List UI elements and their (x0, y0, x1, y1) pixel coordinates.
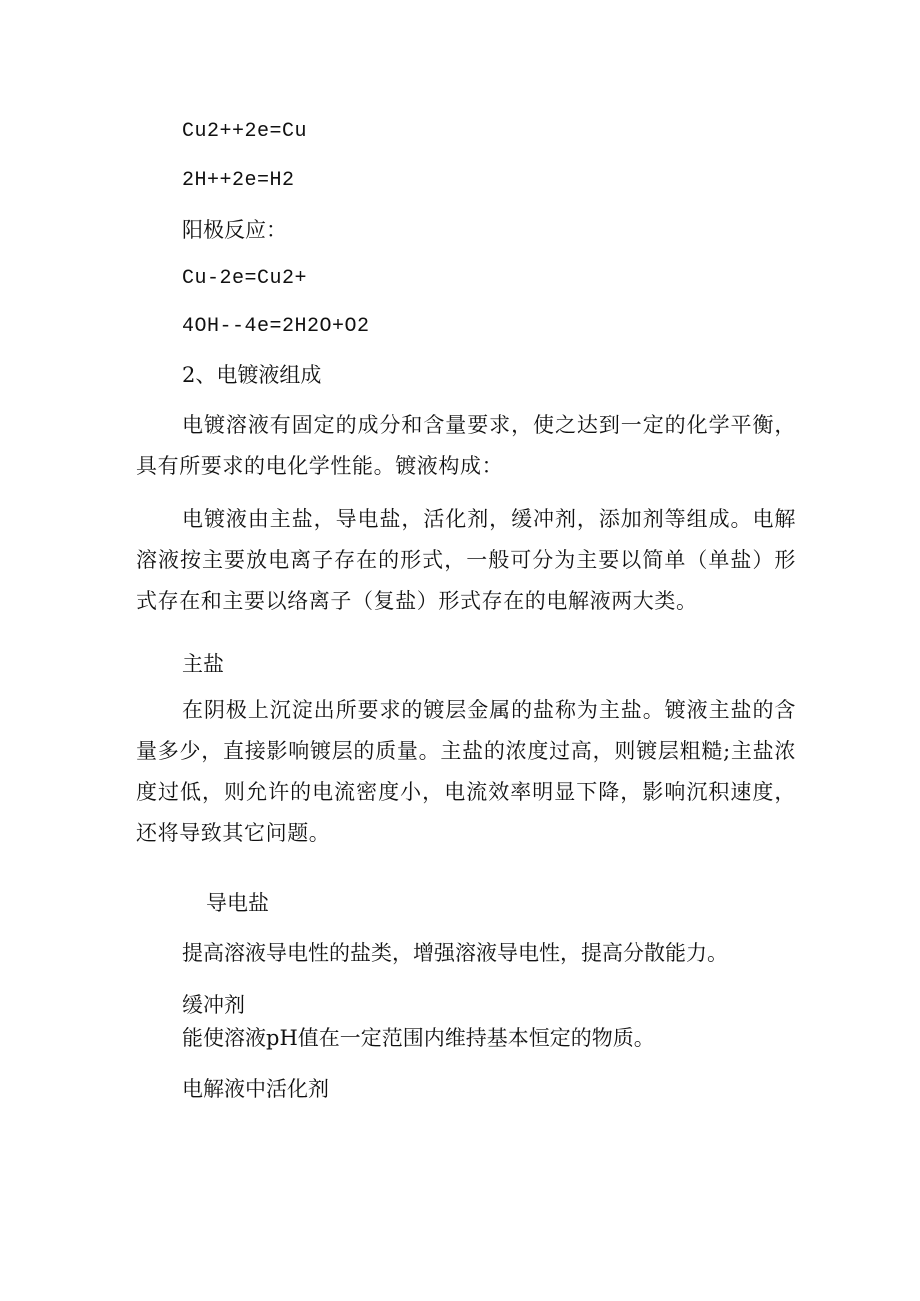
heading-buffer: 缓冲剂 (182, 993, 245, 1017)
paragraph-composition: 电镀液由主盐，导电盐，活化剂，缓冲剂，添加剂等组成。电解溶液按主要放电离子存在的形式，一般可分为主要以简单（单盐）形式存在和主要以络离子（复盐）形式存在的电解液两大类。 (136, 507, 796, 613)
section-heading: 2、电镀液组成 (182, 363, 322, 387)
paragraph-main-salt: 在阴极上沉淀出所要求的镀层金属的盐称为主盐。镀液主盐的含量多少，直接影响镀层的质量。主盐的浓度过高，则镀层粗糙;主盐浓度过低，则允许的电流密度小，电流效率明显下降，影响沉积速度，还将导致其它问题。 (136, 698, 796, 845)
paragraph-conductive-salt: 提高溶液导电性的盐类，增强溶液导电性，提高分散能力。 (182, 941, 728, 965)
paragraph-buffer: 能使溶液pH值在一定范围内维持基本恒定的物质。 (182, 1026, 655, 1050)
anode-heading: 阳极反应： (182, 218, 287, 242)
anode-formula-oxygen: 4OH--4e=2H2O+O2 (182, 315, 370, 338)
heading-activator: 电解液中活化剂 (182, 1077, 329, 1101)
heading-main-salt: 主盐 (182, 652, 224, 676)
paragraph-intro: 电镀溶液有固定的成分和含量要求，使之达到一定的化学平衡，具有所要求的电化学性能。镀液构成： (136, 413, 796, 478)
heading-conductive-salt: 导电盐 (206, 891, 269, 915)
anode-formula-copper: Cu-2e=Cu2+ (182, 267, 308, 290)
cathode-formula-hydrogen: 2H++2e=H2 (182, 169, 295, 192)
cathode-formula-copper: Cu2++2e=Cu (182, 120, 308, 143)
